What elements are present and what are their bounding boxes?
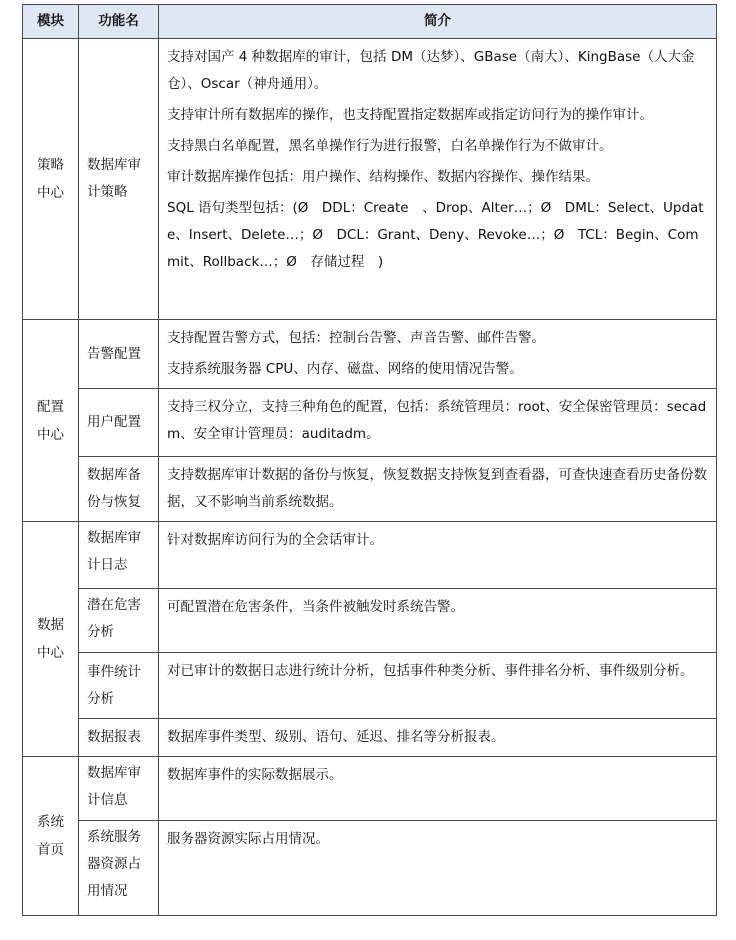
description-paragraph: 支持对国产 4 种数据库的审计，包括 DM（达梦）、GBase（南大）、KingBase（人大金仓）、Oscar（神舟通用）。 — [167, 49, 695, 92]
table-row — [23, 389, 717, 457]
header-function: 功能名 — [79, 5, 159, 39]
description-paragraph: 支持系统服务器 CPU、内存、磁盘、网络的使用情况告警。 — [167, 361, 523, 377]
description-paragraph: 支持数据库审计数据的备份与恢复，恢复数据支持恢复到查看器，可查快速查看历史备份数据，又不影响当前系统数据。 — [167, 467, 707, 510]
description-cell — [159, 389, 717, 457]
description-cell — [159, 719, 717, 757]
description-paragraph: 数据库事件的实际数据展示。 — [167, 767, 343, 783]
function-cell: 事件统计分析 — [79, 653, 159, 719]
description-paragraph: 支持审计所有数据库的操作，也支持配置指定数据库或指定访问行为的操作审计。 — [167, 107, 653, 123]
feature-table — [22, 4, 717, 916]
function-cell: 告警配置 — [79, 320, 159, 389]
description-cell — [159, 39, 717, 320]
table-row — [23, 653, 717, 719]
description-paragraph: 对已审计的数据日志进行统计分析，包括事件种类分析、事件排名分析、事件级别分析。 — [167, 663, 694, 679]
function-cell: 数据库审计信息 — [79, 757, 159, 821]
function-cell: 数据库审计策略 — [79, 39, 159, 320]
table-row — [23, 320, 717, 389]
function-cell: 数据库备份与恢复 — [79, 457, 159, 522]
table-row — [23, 821, 717, 916]
function-cell: 系统服务器资源占用情况 — [79, 821, 159, 916]
description-paragraph: 支持配置告警方式，包括：控制台告警、声音告警、邮件告警。 — [167, 330, 545, 346]
table-row — [23, 589, 717, 653]
header-module: 模块 — [23, 5, 79, 39]
description-cell — [159, 653, 717, 719]
description-paragraph: 支持黑白名单配置，黑名单操作行为进行报警，白名单操作行为不做审计。 — [167, 138, 613, 154]
description-cell — [159, 522, 717, 589]
description-paragraph: 可配置潜在危害条件，当条件被触发时系统告警。 — [167, 599, 464, 615]
table-row — [23, 719, 717, 757]
table-row — [23, 39, 717, 320]
function-cell: 数据库审计日志 — [79, 522, 159, 589]
table-row — [23, 457, 717, 522]
header-row — [23, 5, 717, 39]
description-cell — [159, 757, 717, 821]
description-paragraph: 服务器资源实际占用情况。 — [167, 831, 329, 847]
module-cell: 配置 中心 — [23, 320, 79, 522]
function-cell: 用户配置 — [79, 389, 159, 457]
description-paragraph: SQL 语句类型包括：(Ø DDL：Create 、Drop、Alter…；Ø DML：Select、Update、Insert、Delete…；Ø DCL：Grant、Deny、Revoke…；Ø TCL：Begin、Commit、Rollback…；Ø 存储过程 ) — [167, 200, 704, 270]
function-cell: 数据报表 — [79, 719, 159, 757]
module-cell: 系统 首页 — [23, 757, 79, 916]
description-paragraph: 数据库事件类型、级别、语句、延迟、排名等分析报表。 — [167, 729, 505, 745]
table-row — [23, 522, 717, 589]
module-cell: 数据 中心 — [23, 522, 79, 757]
description-cell — [159, 457, 717, 522]
description-cell — [159, 821, 717, 916]
description-cell — [159, 320, 717, 389]
header-intro: 简介 — [159, 5, 717, 39]
description-paragraph: 针对数据库访问行为的全会话审计。 — [167, 532, 383, 548]
description-paragraph: 支持三权分立，支持三种角色的配置，包括：系统管理员：root、安全保密管理员：secadm、安全审计管理员：auditadm。 — [167, 399, 707, 442]
description-paragraph: 审计数据库操作包括：用户操作、结构操作、数据内容操作、操作结果。 — [167, 169, 599, 185]
module-cell: 策略 中心 — [23, 39, 79, 320]
function-cell: 潜在危害分析 — [79, 589, 159, 653]
table-row — [23, 757, 717, 821]
description-cell — [159, 589, 717, 653]
